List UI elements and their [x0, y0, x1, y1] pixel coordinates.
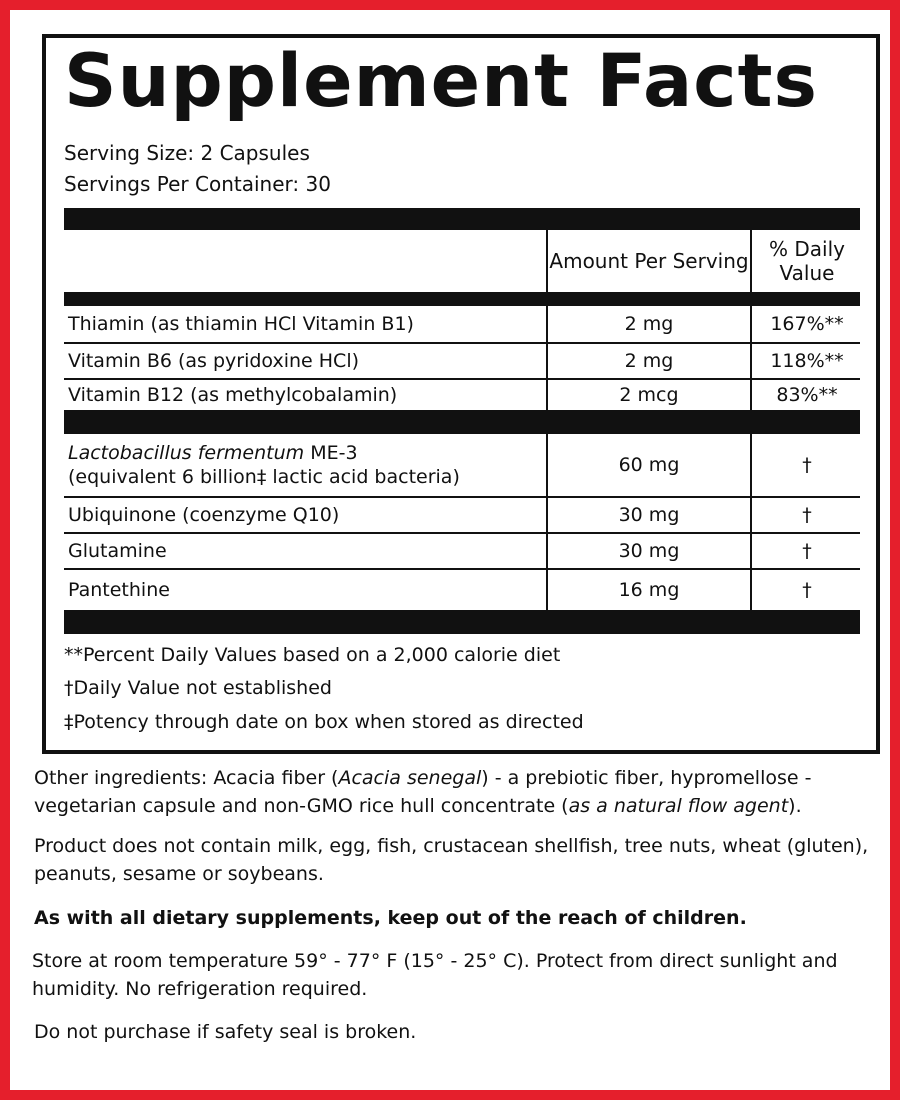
- table-row: [64, 498, 860, 534]
- nutrient-dv: †: [750, 534, 862, 568]
- header-daily-value: % Daily Value: [750, 230, 862, 292]
- children-warning: As with all dietary supplements, keep out of the reach of children.: [34, 907, 747, 929]
- nutrient-name: Vitamin B6 (as pyridoxine HCl): [68, 350, 360, 372]
- other-ingredients-flow-agent: as a natural flow agent: [568, 795, 789, 817]
- footnote-percent-dv: **Percent Daily Values based on a 2,000 calorie diet: [64, 644, 561, 666]
- nutrient-dv: 167%**: [750, 306, 862, 342]
- table-row-probiotic: [64, 434, 860, 498]
- nutrient-name: Pantethine: [68, 579, 170, 601]
- nutrient-dv: †: [750, 498, 862, 532]
- other-ingredients-text-2: ) - a prebiotic fiber, hypromellose - vegetarian capsule and non-GMO rice hull concentrate (: [34, 767, 812, 817]
- nutrient-dv: †: [750, 570, 862, 610]
- table-row: [64, 380, 860, 410]
- footnote-dv-not-established: †Daily Value not established: [64, 677, 332, 699]
- nutrient-amount: 2 mcg: [546, 380, 750, 410]
- safety-seal-notice: Do not purchase if safety seal is broken.: [34, 1021, 417, 1043]
- nutrient-amount: 30 mg: [546, 534, 750, 568]
- supplement-facts-panel: [42, 34, 880, 754]
- other-ingredients: [34, 764, 874, 820]
- nutrient-dv: 83%**: [750, 380, 862, 410]
- nutrient-amount: 16 mg: [546, 570, 750, 610]
- footnote-potency: ‡Potency through date on box when stored as directed: [64, 711, 584, 733]
- divider-bar-middle: [64, 410, 860, 434]
- divider-bar-header: [64, 292, 860, 306]
- nutrient-amount: 2 mg: [546, 344, 750, 378]
- nutrient-name: Ubiquinone (coenzyme Q10): [68, 504, 340, 526]
- nutrient-name: Thiamin (as thiamin HCl Vitamin B1): [68, 313, 414, 335]
- nutrient-dv: †: [750, 434, 862, 496]
- divider-bar-top: [64, 208, 860, 230]
- serving-size: Serving Size: 2 Capsules: [64, 141, 310, 165]
- storage-instructions: Store at room temperature 59° - 77° F (15° - 25° C). Protect from direct sunlight and humidity. No refrigeration required.: [32, 950, 838, 1000]
- probiotic-species: Lactobacillus fermentum: [68, 442, 305, 464]
- nutrient-dv: 118%**: [750, 344, 862, 378]
- table-row: [64, 534, 860, 570]
- table-row: [64, 570, 860, 610]
- nutrient-amount: 30 mg: [546, 498, 750, 532]
- probiotic-equivalent: (equivalent 6 billion‡ lactic acid bacteria): [68, 466, 460, 488]
- panel-title: Supplement Facts: [64, 39, 818, 124]
- divider-bar-bottom: [64, 610, 860, 634]
- other-ingredients-text-3: ).: [788, 795, 802, 817]
- table-row: [64, 344, 860, 380]
- servings-per-container: Servings Per Container: 30: [64, 172, 331, 196]
- other-ingredients-species: Acacia senegal: [338, 767, 482, 789]
- nutrient-amount: 60 mg: [546, 434, 750, 496]
- nutrient-name: [68, 434, 538, 496]
- header-blank-cell: [68, 230, 538, 292]
- table-header-row: [64, 230, 860, 292]
- probiotic-strain: ME-3: [304, 442, 358, 464]
- nutrient-amount: 2 mg: [546, 306, 750, 342]
- nutrient-name: Glutamine: [68, 540, 167, 562]
- header-amount: Amount Per Serving: [546, 230, 750, 292]
- table-row: [64, 306, 860, 344]
- other-ingredients-text: Other ingredients: Acacia fiber (: [34, 767, 339, 789]
- nutrient-name: Vitamin B12 (as methylcobalamin): [68, 384, 398, 406]
- allergen-statement: Product does not contain milk, egg, fish, crustacean shellfish, tree nuts, wheat (gluten), peanuts, sesame or soybeans.: [34, 835, 869, 885]
